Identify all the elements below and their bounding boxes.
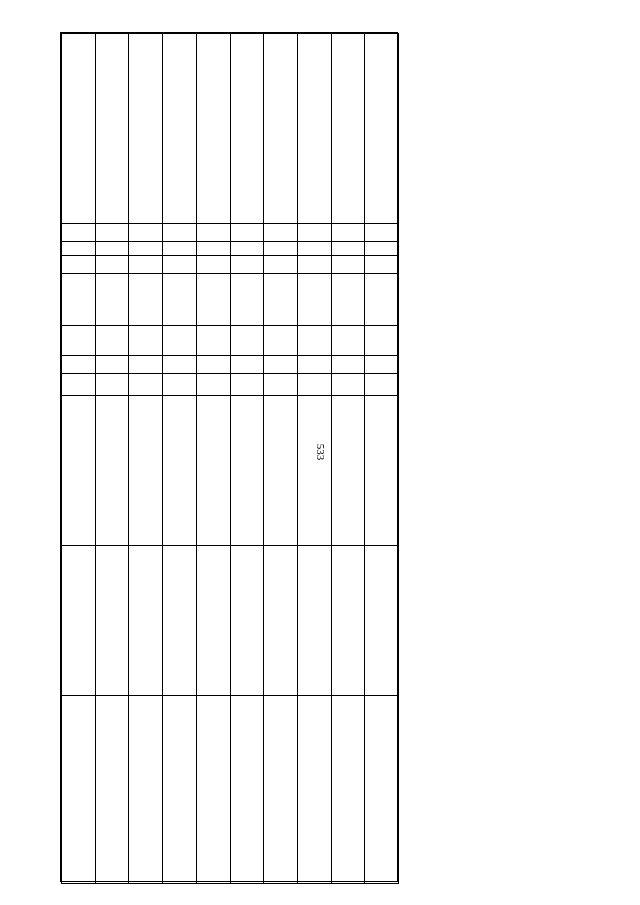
row-name-cell <box>129 34 163 224</box>
table-row <box>196 34 230 884</box>
code-cell <box>365 326 399 356</box>
code-cell <box>264 256 298 274</box>
code-cell <box>230 256 264 274</box>
code-cell <box>230 242 264 256</box>
code-cell <box>129 374 163 396</box>
amount-cell <box>163 696 197 884</box>
code-cell <box>297 374 331 396</box>
page-number: 533 <box>314 443 326 461</box>
amount-cell <box>62 696 96 884</box>
table-row <box>230 34 264 884</box>
code-cell <box>196 326 230 356</box>
code-cell <box>297 326 331 356</box>
table-row <box>264 34 298 884</box>
amount-cell <box>230 396 264 546</box>
code-cell <box>95 256 129 274</box>
amount-cell <box>365 546 399 696</box>
code-cell <box>129 242 163 256</box>
code-cell <box>129 224 163 242</box>
row-name-cell <box>264 34 298 224</box>
code-cell <box>163 242 197 256</box>
amount-cell <box>365 696 399 884</box>
code-cell <box>331 374 365 396</box>
code-cell <box>163 326 197 356</box>
table-row <box>365 34 399 884</box>
code-cell <box>163 274 197 326</box>
code-cell <box>331 274 365 326</box>
code-cell <box>230 356 264 374</box>
code-cell <box>62 224 96 242</box>
code-cell <box>163 356 197 374</box>
code-cell <box>129 274 163 326</box>
row-name-cell <box>297 34 331 224</box>
amount-cell <box>196 546 230 696</box>
code-cell <box>264 356 298 374</box>
row-name-cell <box>95 34 129 224</box>
amount-cell <box>62 396 96 546</box>
code-cell <box>230 326 264 356</box>
table-row <box>95 34 129 884</box>
code-cell <box>331 256 365 274</box>
code-cell <box>365 224 399 242</box>
code-cell <box>264 224 298 242</box>
code-cell <box>163 224 197 242</box>
amount-cell <box>331 546 365 696</box>
amount-cell <box>163 396 197 546</box>
code-cell <box>95 274 129 326</box>
budget-table <box>61 33 399 884</box>
code-cell <box>196 374 230 396</box>
amount-cell <box>264 396 298 546</box>
amount-cell <box>264 696 298 884</box>
code-cell <box>264 374 298 396</box>
table-row <box>129 34 163 884</box>
rotated-table-container <box>61 33 399 883</box>
code-cell <box>129 326 163 356</box>
code-cell <box>365 274 399 326</box>
code-cell <box>264 326 298 356</box>
row-name-cell <box>365 34 399 224</box>
amount-cell <box>196 396 230 546</box>
amount-cell <box>196 696 230 884</box>
code-cell <box>62 256 96 274</box>
row-name-cell <box>331 34 365 224</box>
code-cell <box>230 274 264 326</box>
code-cell <box>196 256 230 274</box>
code-cell <box>297 224 331 242</box>
code-cell <box>297 242 331 256</box>
table-body <box>62 34 399 884</box>
code-cell <box>163 374 197 396</box>
code-cell <box>95 356 129 374</box>
code-cell <box>230 374 264 396</box>
code-cell <box>95 224 129 242</box>
code-cell <box>264 242 298 256</box>
amount-cell <box>230 546 264 696</box>
code-cell <box>297 256 331 274</box>
amount-cell <box>163 546 197 696</box>
code-cell <box>129 256 163 274</box>
code-cell <box>331 224 365 242</box>
code-cell <box>264 274 298 326</box>
table-row <box>163 34 197 884</box>
row-name-cell <box>62 34 96 224</box>
amount-cell <box>129 696 163 884</box>
code-cell <box>62 374 96 396</box>
amount-cell <box>95 396 129 546</box>
code-cell <box>230 224 264 242</box>
code-cell <box>62 274 96 326</box>
table-row <box>62 34 96 884</box>
code-cell <box>297 274 331 326</box>
amount-cell <box>230 696 264 884</box>
table-row <box>331 34 365 884</box>
code-cell <box>365 356 399 374</box>
code-cell <box>163 256 197 274</box>
amount-cell <box>264 546 298 696</box>
amount-cell <box>297 696 331 884</box>
code-cell <box>331 242 365 256</box>
row-name-cell <box>163 34 197 224</box>
amount-cell <box>331 396 365 546</box>
table-row <box>297 34 331 884</box>
code-cell <box>365 242 399 256</box>
code-cell <box>62 356 96 374</box>
code-cell <box>95 374 129 396</box>
code-cell <box>62 242 96 256</box>
code-cell <box>95 242 129 256</box>
code-cell <box>365 374 399 396</box>
code-cell <box>62 326 96 356</box>
code-cell <box>365 256 399 274</box>
code-cell <box>196 356 230 374</box>
code-cell <box>95 326 129 356</box>
code-cell <box>196 242 230 256</box>
amount-cell <box>95 696 129 884</box>
amount-cell <box>129 396 163 546</box>
row-name-cell <box>230 34 264 224</box>
amount-cell <box>129 546 163 696</box>
amount-cell <box>331 696 365 884</box>
amount-cell <box>365 396 399 546</box>
code-cell <box>331 356 365 374</box>
amount-cell <box>297 396 331 546</box>
code-cell <box>196 274 230 326</box>
amount-cell <box>62 546 96 696</box>
code-cell <box>331 326 365 356</box>
budget-table-frame <box>60 32 398 882</box>
amount-cell <box>297 546 331 696</box>
code-cell <box>297 356 331 374</box>
amount-cell <box>95 546 129 696</box>
row-name-cell <box>196 34 230 224</box>
code-cell <box>129 356 163 374</box>
code-cell <box>196 224 230 242</box>
